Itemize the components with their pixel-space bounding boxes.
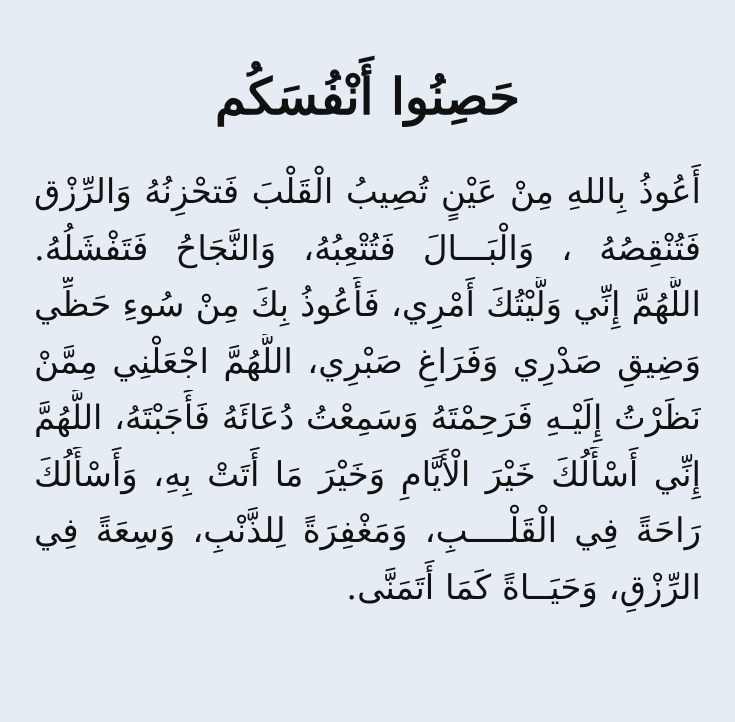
text-line: رَاحَةً فِي الْقَلْــــبِ، وَمَغْفِرَةً لِلذَّنْبِ، وَسِعَةً فِي: [34, 511, 701, 551]
text-line: اللَّهُمَّ إِنِّي وَلَّيْتُكَ أَمْرِي، فَأَعُوذُ بِكَ مِنْ سُوءِ حَظِّي: [34, 285, 701, 325]
document-title: حَصِنُوا أَنْفُسَكُم: [214, 67, 521, 126]
text-line: نَظَرْتُ إِلَيْـهِ فَرَحِمْتَهُ وَسَمِعْتُ دُعَائَهُ فَأَجَبْتَهُ، اللَّهُمَّ: [34, 398, 701, 437]
text-line: فَتُنْقِصُهُ ، وَالْبَـــالَ فَتُتْعِبُهُ، وَالنَّجَاحُ فَتَفْشَلُهُ.: [34, 228, 701, 269]
supplication-text: [34, 164, 701, 616]
text-line: وَضِيقِ صَدْرِي وَفَرَاغِ صَبْرِي، اللَّهُمَّ اجْعَلْنِي مِمَّنْ: [34, 341, 701, 382]
text-line: الرِّزْقِ، وَحَيَــاةً كَمَا أَتَمَنَّى.: [346, 567, 701, 608]
text-line: أَعُوذُ بِاللهِ مِنْ عَيْنٍ تُصِيبُ الْقَلْبَ فَتحْزِنُهُ وَالرِّزْق: [34, 172, 701, 212]
text-line: إِنِّي أَسْأَلُكَ خَيْرَ الْأَيَّامِ وَخَيْرَ مَا أَتَتْ بِهِ، وَأَسْأَلُكَ: [34, 454, 701, 495]
